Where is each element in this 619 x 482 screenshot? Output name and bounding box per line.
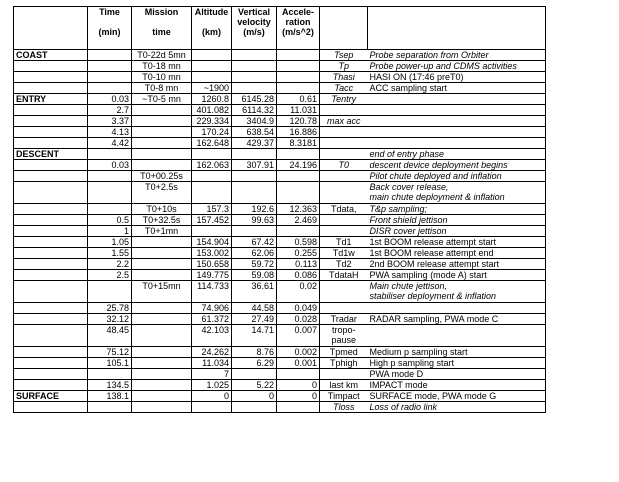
- acceleration-cell: [277, 149, 320, 160]
- time-cell: [88, 182, 132, 204]
- time-cell: [88, 50, 132, 61]
- header-vertical-velocity: Vertical velocity (m/s): [232, 7, 277, 50]
- table-row: [14, 215, 546, 226]
- velocity-cell: 0: [232, 391, 277, 402]
- altitude-cell: [192, 402, 232, 413]
- table-row: [14, 72, 546, 83]
- section-cell: [14, 105, 88, 116]
- event-description-cell: ACC sampling start: [368, 83, 546, 94]
- velocity-cell: 59.08: [232, 270, 277, 281]
- table-row: [14, 204, 546, 215]
- mission-time-cell: [132, 402, 192, 413]
- time-cell: [88, 402, 132, 413]
- velocity-cell: 27.49: [232, 314, 277, 325]
- event-description-cell: Main chute jettison, stabiliser deployment & inflation: [368, 281, 546, 303]
- timeline-table-wrapper: [13, 6, 546, 413]
- time-cell: 4.13: [88, 127, 132, 138]
- velocity-cell: [232, 61, 277, 72]
- time-cell: 75.12: [88, 347, 132, 358]
- velocity-cell: 6114.32: [232, 105, 277, 116]
- altitude-cell: 1.025: [192, 380, 232, 391]
- altitude-cell: 61.372: [192, 314, 232, 325]
- mission-time-cell: [132, 149, 192, 160]
- altitude-cell: 1260.8: [192, 94, 232, 105]
- event-code-cell: [320, 281, 368, 303]
- acceleration-cell: 12.363: [277, 204, 320, 215]
- header-section: [14, 7, 88, 50]
- acceleration-cell: 120.78: [277, 116, 320, 127]
- time-cell: 2.5: [88, 270, 132, 281]
- table-row: [14, 358, 546, 369]
- table-row: [14, 270, 546, 281]
- table-row: [14, 160, 546, 171]
- mission-time-cell: [132, 303, 192, 314]
- mission-time-cell: [132, 325, 192, 347]
- table-row: [14, 281, 546, 303]
- acceleration-cell: [277, 226, 320, 237]
- mission-time-cell: [132, 105, 192, 116]
- time-cell: [88, 204, 132, 215]
- event-description-cell: 1st BOOM release attempt end: [368, 248, 546, 259]
- altitude-cell: 401.082: [192, 105, 232, 116]
- section-cell: [14, 72, 88, 83]
- event-code-cell: Tp: [320, 61, 368, 72]
- event-description-cell: Medium p sampling start: [368, 347, 546, 358]
- section-cell: [14, 83, 88, 94]
- time-cell: [88, 171, 132, 182]
- mission-time-cell: [132, 138, 192, 149]
- event-code-cell: Td1: [320, 237, 368, 248]
- event-code-cell: Timpact: [320, 391, 368, 402]
- acceleration-cell: [277, 171, 320, 182]
- altitude-cell: 24.262: [192, 347, 232, 358]
- event-code-cell: [320, 138, 368, 149]
- section-cell: [14, 358, 88, 369]
- velocity-cell: 638.54: [232, 127, 277, 138]
- section-cell: [14, 347, 88, 358]
- table-row: [14, 171, 546, 182]
- event-description-cell: [368, 325, 546, 347]
- event-code-cell: Tpmed: [320, 347, 368, 358]
- section-cell: [14, 281, 88, 303]
- event-description-cell: [368, 127, 546, 138]
- time-cell: 4.42: [88, 138, 132, 149]
- mission-time-cell: [132, 270, 192, 281]
- acceleration-cell: 8.3181: [277, 138, 320, 149]
- acceleration-cell: 0.002: [277, 347, 320, 358]
- table-row: [14, 303, 546, 314]
- altitude-cell: ~1900: [192, 83, 232, 94]
- table-row: [14, 149, 546, 160]
- velocity-cell: 44.58: [232, 303, 277, 314]
- table-row: [14, 325, 546, 347]
- altitude-cell: 114.733: [192, 281, 232, 303]
- velocity-cell: 67.42: [232, 237, 277, 248]
- altitude-cell: 154.904: [192, 237, 232, 248]
- altitude-cell: [192, 50, 232, 61]
- event-description-cell: descent device deployment begins: [368, 160, 546, 171]
- velocity-cell: [232, 72, 277, 83]
- event-code-cell: [320, 226, 368, 237]
- mission-time-cell: [132, 358, 192, 369]
- velocity-cell: [232, 369, 277, 380]
- altitude-cell: 74.906: [192, 303, 232, 314]
- header-acceleration: Accele- ration (m/s^2): [277, 7, 320, 50]
- table-row: [14, 226, 546, 237]
- velocity-cell: [232, 83, 277, 94]
- mission-time-cell: T0+15mn: [132, 281, 192, 303]
- altitude-cell: [192, 171, 232, 182]
- mission-time-cell: ~T0-5 mn: [132, 94, 192, 105]
- event-description-cell: RADAR sampling, PWA mode C: [368, 314, 546, 325]
- velocity-cell: [232, 182, 277, 204]
- table-row: [14, 237, 546, 248]
- section-cell: DESCENT: [14, 149, 88, 160]
- altitude-cell: 162.648: [192, 138, 232, 149]
- header-code: [320, 7, 368, 50]
- section-cell: [14, 248, 88, 259]
- table-row: [14, 347, 546, 358]
- event-code-cell: [320, 215, 368, 226]
- event-code-cell: [320, 105, 368, 116]
- section-cell: [14, 259, 88, 270]
- event-description-cell: PWA sampling (mode A) start: [368, 270, 546, 281]
- section-cell: [14, 237, 88, 248]
- altitude-cell: [192, 226, 232, 237]
- time-cell: 134.5: [88, 380, 132, 391]
- event-description-cell: Pilot chute deployed and inflation: [368, 171, 546, 182]
- section-cell: [14, 226, 88, 237]
- velocity-cell: [232, 226, 277, 237]
- acceleration-cell: 0.113: [277, 259, 320, 270]
- acceleration-cell: [277, 72, 320, 83]
- event-code-cell: [320, 149, 368, 160]
- header-time: Time (min): [88, 7, 132, 50]
- event-description-cell: [368, 303, 546, 314]
- acceleration-cell: 0.61: [277, 94, 320, 105]
- mission-time-cell: [132, 237, 192, 248]
- velocity-cell: 8.76: [232, 347, 277, 358]
- acceleration-cell: 24.196: [277, 160, 320, 171]
- altitude-cell: 150.658: [192, 259, 232, 270]
- table-row: [14, 94, 546, 105]
- acceleration-cell: [277, 182, 320, 204]
- table-row: [14, 105, 546, 116]
- event-code-cell: TdataH: [320, 270, 368, 281]
- event-code-cell: Td1w: [320, 248, 368, 259]
- event-description-cell: [368, 116, 546, 127]
- mission-time-cell: T0-10 mn: [132, 72, 192, 83]
- mission-time-cell: [132, 369, 192, 380]
- altitude-cell: 229.334: [192, 116, 232, 127]
- section-cell: [14, 138, 88, 149]
- table-row: [14, 138, 546, 149]
- altitude-cell: 149.775: [192, 270, 232, 281]
- table-row: [14, 402, 546, 413]
- event-code-cell: Tphigh: [320, 358, 368, 369]
- header-mission-time: Mission time: [132, 7, 192, 50]
- velocity-cell: [232, 402, 277, 413]
- mission-time-cell: [132, 259, 192, 270]
- table-row: [14, 50, 546, 61]
- mission-time-cell: T0-22d 5mn: [132, 50, 192, 61]
- time-cell: 138.1: [88, 391, 132, 402]
- section-cell: [14, 303, 88, 314]
- mission-time-cell: [132, 314, 192, 325]
- event-code-cell: Tradar: [320, 314, 368, 325]
- acceleration-cell: 11.031: [277, 105, 320, 116]
- event-description-cell: [368, 138, 546, 149]
- section-cell: [14, 182, 88, 204]
- event-code-cell: Tentry: [320, 94, 368, 105]
- velocity-cell: 5.22: [232, 380, 277, 391]
- velocity-cell: 99.63: [232, 215, 277, 226]
- acceleration-cell: 0.001: [277, 358, 320, 369]
- time-cell: 3.37: [88, 116, 132, 127]
- mission-time-cell: T0+00.25s: [132, 171, 192, 182]
- event-description-cell: PWA mode D: [368, 369, 546, 380]
- mission-time-cell: [132, 391, 192, 402]
- event-code-cell: [320, 127, 368, 138]
- event-description-cell: end of entry phase: [368, 149, 546, 160]
- acceleration-cell: 0: [277, 380, 320, 391]
- time-cell: 2.7: [88, 105, 132, 116]
- event-code-cell: Tdata,: [320, 204, 368, 215]
- event-code-cell: T0: [320, 160, 368, 171]
- section-cell: [14, 270, 88, 281]
- acceleration-cell: 2.469: [277, 215, 320, 226]
- acceleration-cell: [277, 402, 320, 413]
- event-description-cell: HASI ON (17:46 preT0): [368, 72, 546, 83]
- section-cell: [14, 160, 88, 171]
- acceleration-cell: 0.255: [277, 248, 320, 259]
- time-cell: [88, 281, 132, 303]
- altitude-cell: 11.034: [192, 358, 232, 369]
- velocity-cell: 6145.28: [232, 94, 277, 105]
- mission-time-cell: [132, 248, 192, 259]
- header-altitude: Altitude (km): [192, 7, 232, 50]
- table-row: [14, 116, 546, 127]
- section-cell: [14, 325, 88, 347]
- time-cell: 1.05: [88, 237, 132, 248]
- time-cell: [88, 72, 132, 83]
- altitude-cell: 153.002: [192, 248, 232, 259]
- time-cell: 2.2: [88, 259, 132, 270]
- velocity-cell: [232, 50, 277, 61]
- section-cell: [14, 61, 88, 72]
- mission-time-cell: [132, 127, 192, 138]
- acceleration-cell: 0.028: [277, 314, 320, 325]
- event-description-cell: IMPACT mode: [368, 380, 546, 391]
- acceleration-cell: 16.886: [277, 127, 320, 138]
- table-row: [14, 369, 546, 380]
- velocity-cell: 62.06: [232, 248, 277, 259]
- section-cell: [14, 402, 88, 413]
- mission-time-cell: T0+10s: [132, 204, 192, 215]
- acceleration-cell: [277, 83, 320, 94]
- table-row: [14, 127, 546, 138]
- altitude-cell: 7: [192, 369, 232, 380]
- altitude-cell: 162.063: [192, 160, 232, 171]
- section-cell: [14, 369, 88, 380]
- event-code-cell: Thasi: [320, 72, 368, 83]
- event-code-cell: Tloss: [320, 402, 368, 413]
- section-cell: [14, 204, 88, 215]
- table-row: [14, 259, 546, 270]
- acceleration-cell: [277, 61, 320, 72]
- altitude-cell: 157.452: [192, 215, 232, 226]
- table-row: [14, 61, 546, 72]
- mission-timeline-table: [13, 6, 546, 413]
- event-code-cell: Tsep: [320, 50, 368, 61]
- header-row: [14, 7, 546, 50]
- velocity-cell: 6.29: [232, 358, 277, 369]
- time-cell: 0.03: [88, 94, 132, 105]
- time-cell: 0.5: [88, 215, 132, 226]
- header-event: [368, 7, 546, 50]
- event-description-cell: Front shield jettison: [368, 215, 546, 226]
- acceleration-cell: [277, 369, 320, 380]
- time-cell: 1: [88, 226, 132, 237]
- acceleration-cell: 0.02: [277, 281, 320, 303]
- altitude-cell: [192, 61, 232, 72]
- event-code-cell: [320, 369, 368, 380]
- table-row: [14, 391, 546, 402]
- event-description-cell: Back cover release, main chute deployment & inflation: [368, 182, 546, 204]
- altitude-cell: [192, 149, 232, 160]
- event-code-cell: last km: [320, 380, 368, 391]
- altitude-cell: [192, 72, 232, 83]
- velocity-cell: 36.61: [232, 281, 277, 303]
- time-cell: [88, 149, 132, 160]
- event-description-cell: [368, 105, 546, 116]
- event-description-cell: 2nd BOOM release attempt start: [368, 259, 546, 270]
- velocity-cell: 192.6: [232, 204, 277, 215]
- mission-time-cell: [132, 160, 192, 171]
- altitude-cell: [192, 182, 232, 204]
- section-cell: [14, 380, 88, 391]
- time-cell: [88, 369, 132, 380]
- time-cell: [88, 83, 132, 94]
- event-code-cell: max acc: [320, 116, 368, 127]
- section-cell: ENTRY: [14, 94, 88, 105]
- velocity-cell: 3404.9: [232, 116, 277, 127]
- time-cell: 25.78: [88, 303, 132, 314]
- event-code-cell: [320, 182, 368, 204]
- mission-time-cell: [132, 380, 192, 391]
- section-cell: [14, 171, 88, 182]
- time-cell: 48.45: [88, 325, 132, 347]
- acceleration-cell: 0.086: [277, 270, 320, 281]
- altitude-cell: 0: [192, 391, 232, 402]
- event-code-cell: [320, 171, 368, 182]
- mission-time-cell: T0+32.5s: [132, 215, 192, 226]
- section-cell: [14, 116, 88, 127]
- section-cell: SURFACE: [14, 391, 88, 402]
- table-row: [14, 314, 546, 325]
- time-cell: 1.55: [88, 248, 132, 259]
- altitude-cell: 157.3: [192, 204, 232, 215]
- table-row: [14, 83, 546, 94]
- time-cell: 105.1: [88, 358, 132, 369]
- table-row: [14, 380, 546, 391]
- section-cell: COAST: [14, 50, 88, 61]
- section-cell: [14, 127, 88, 138]
- event-description-cell: Loss of radio link: [368, 402, 546, 413]
- event-description-cell: Probe power-up and CDMS activities: [368, 61, 546, 72]
- event-description-cell: T&p sampling;: [368, 204, 546, 215]
- mission-time-cell: T0-8 mn: [132, 83, 192, 94]
- mission-time-cell: [132, 116, 192, 127]
- velocity-cell: 429.37: [232, 138, 277, 149]
- time-cell: 32.12: [88, 314, 132, 325]
- velocity-cell: 14.71: [232, 325, 277, 347]
- acceleration-cell: 0.049: [277, 303, 320, 314]
- event-description-cell: [368, 94, 546, 105]
- time-cell: 0.03: [88, 160, 132, 171]
- event-description-cell: High p sampling start: [368, 358, 546, 369]
- acceleration-cell: 0: [277, 391, 320, 402]
- mission-time-cell: T0+1mn: [132, 226, 192, 237]
- mission-time-cell: [132, 347, 192, 358]
- velocity-cell: [232, 171, 277, 182]
- table-row: [14, 248, 546, 259]
- section-cell: [14, 314, 88, 325]
- velocity-cell: [232, 149, 277, 160]
- event-code-cell: [320, 303, 368, 314]
- altitude-cell: 42.103: [192, 325, 232, 347]
- table-row: [14, 182, 546, 204]
- velocity-cell: 59.72: [232, 259, 277, 270]
- event-description-cell: 1st BOOM release attempt start: [368, 237, 546, 248]
- time-cell: [88, 61, 132, 72]
- event-code-cell: Td2: [320, 259, 368, 270]
- acceleration-cell: 0.007: [277, 325, 320, 347]
- event-code-cell: Tacc: [320, 83, 368, 94]
- event-description-cell: DISR cover jettison: [368, 226, 546, 237]
- velocity-cell: 307.91: [232, 160, 277, 171]
- event-description-cell: SURFACE mode, PWA mode G: [368, 391, 546, 402]
- event-description-cell: Probe separation from Orbiter: [368, 50, 546, 61]
- mission-time-cell: T0+2.5s: [132, 182, 192, 204]
- mission-time-cell: T0-18 mn: [132, 61, 192, 72]
- altitude-cell: 170.24: [192, 127, 232, 138]
- acceleration-cell: [277, 50, 320, 61]
- event-code-cell: tropo- pause: [320, 325, 368, 347]
- section-cell: [14, 215, 88, 226]
- acceleration-cell: 0.598: [277, 237, 320, 248]
